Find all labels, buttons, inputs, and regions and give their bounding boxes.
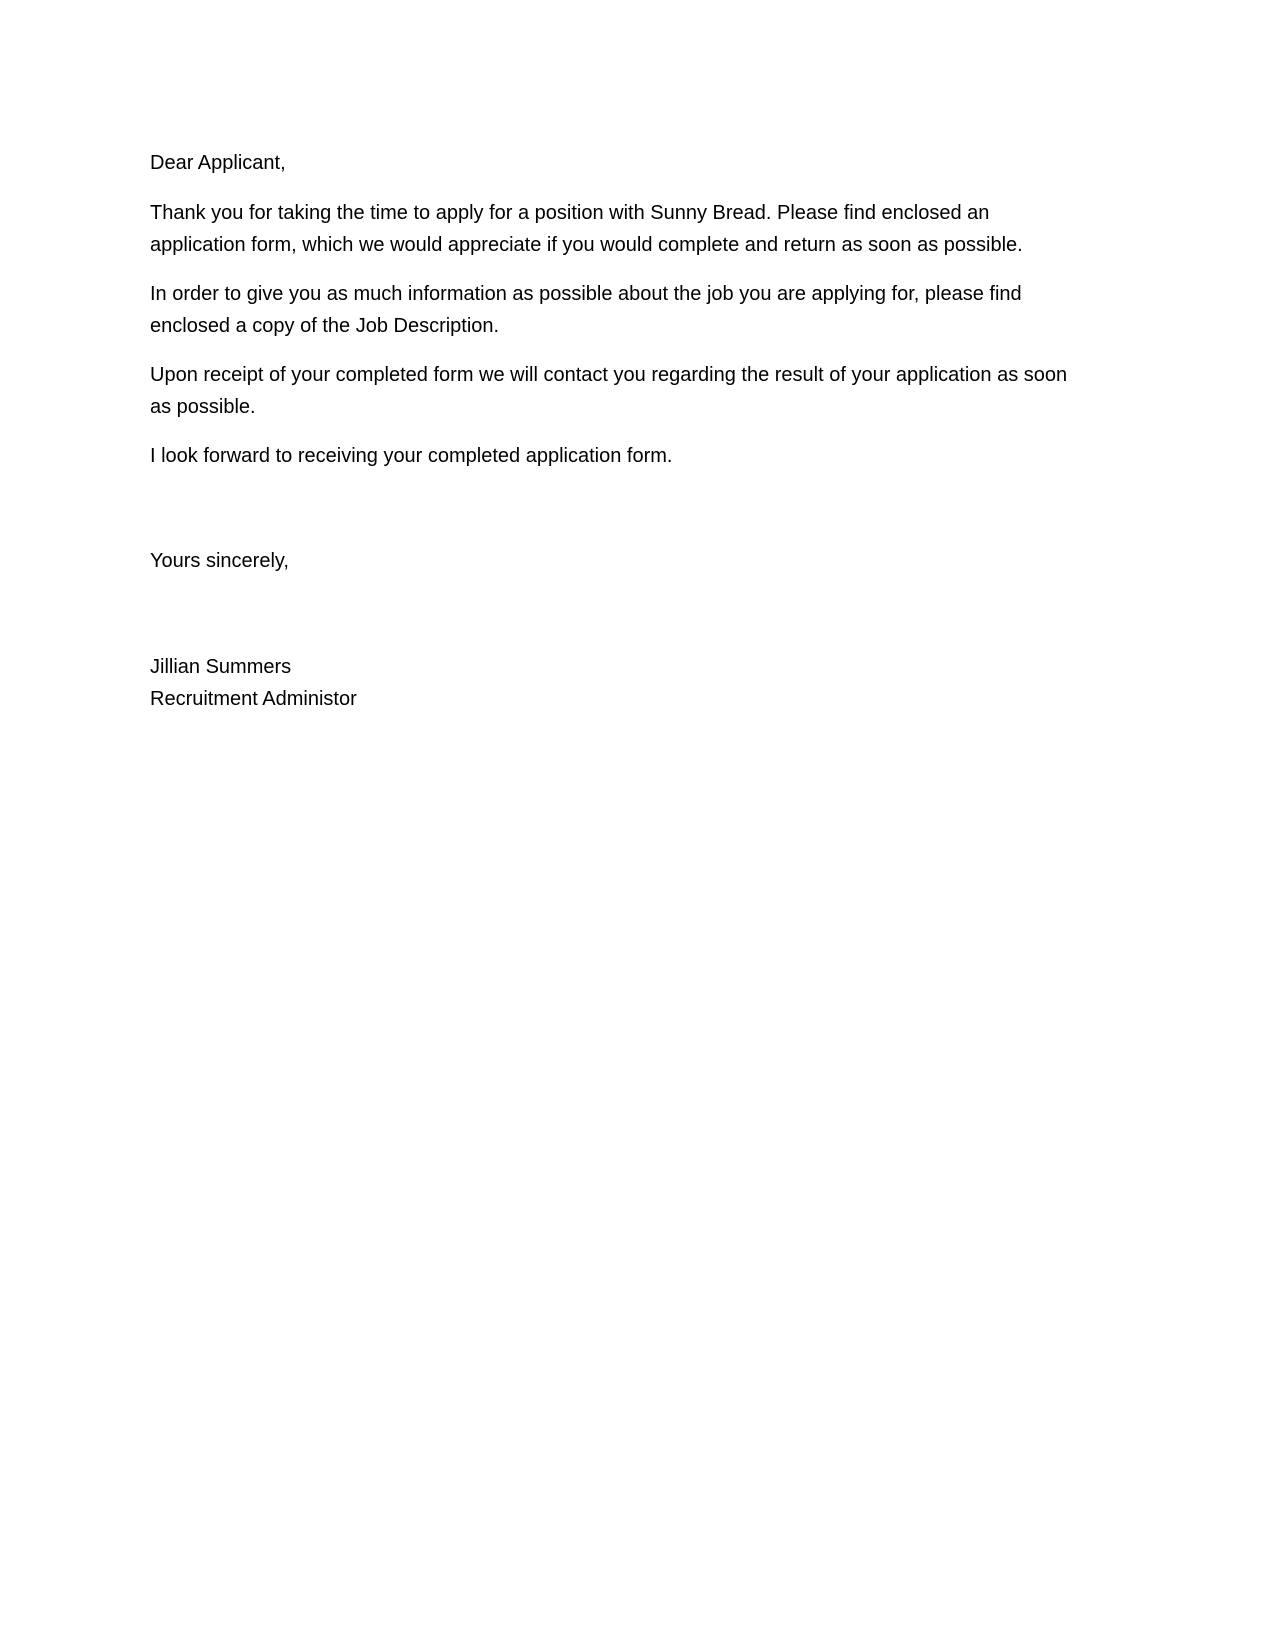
salutation: Dear Applicant, [150,152,286,174]
paragraph-application-form: Thank you for taking the time to apply for a position with Sunny Bread. Please find enclosed an application form, which we would appreciate if you would complete and return as soon as possible. [150,202,1023,256]
signer-title: Recruitment Administor [150,688,357,710]
paragraph-look-forward: I look forward to receiving your completed application form. [150,445,673,467]
paragraph-job-description: In order to give you as much information as possible about the job you are applying for, please find enclosed a copy of the Job Description. [150,283,1022,337]
letter-body [150,147,1090,715]
paragraph-contact: Upon receipt of your completed form we will contact you regarding the result of your application as soon as possible. [150,364,1068,418]
signature-block [150,651,1090,715]
signer-name: Jillian Summers [150,656,292,678]
closing: Yours sincerely, [150,550,289,572]
